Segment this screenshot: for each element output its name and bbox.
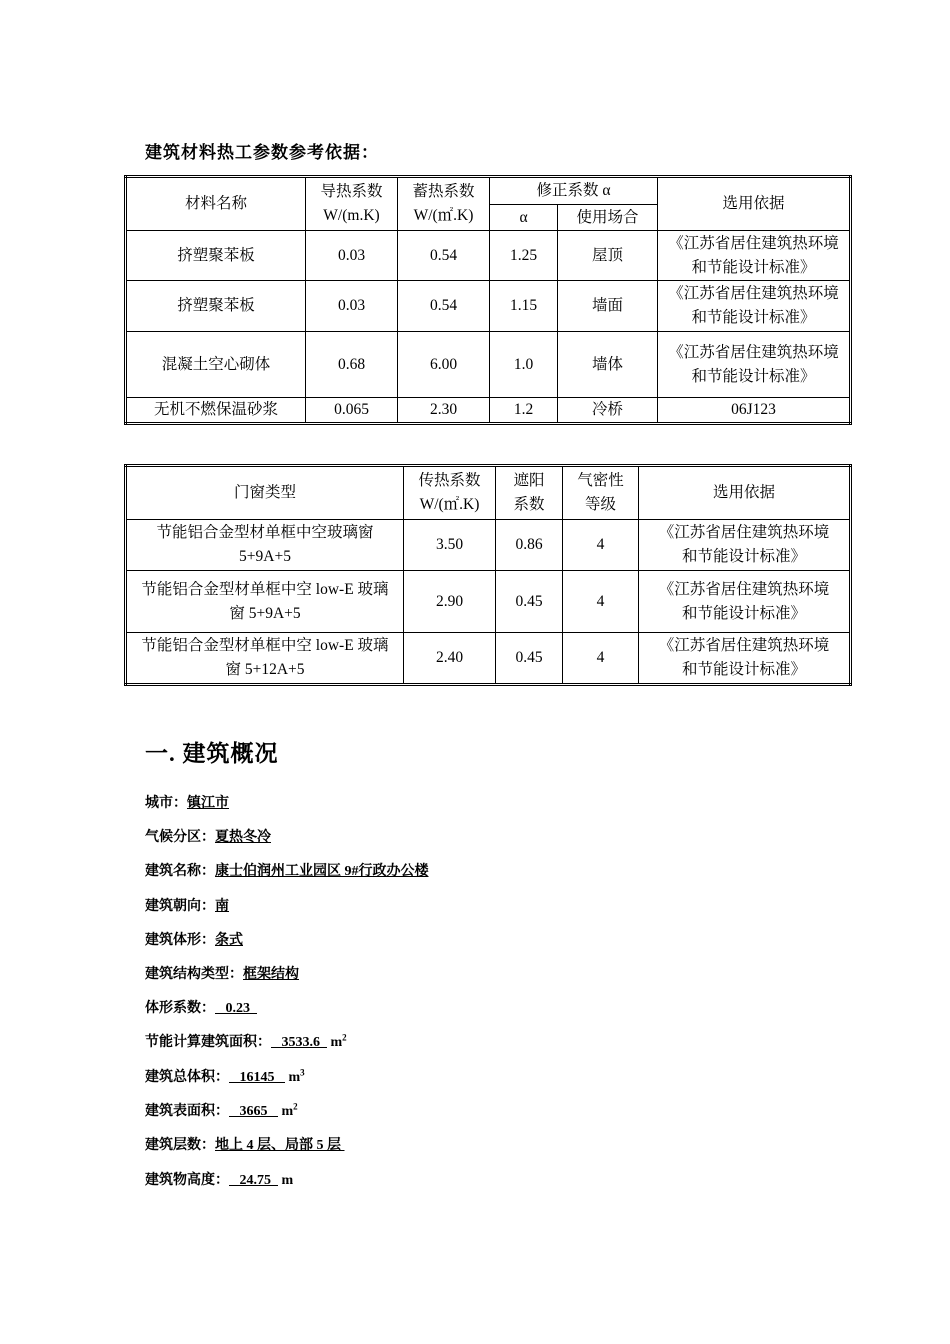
materials-heading: 建筑材料热工参数参考依据： bbox=[145, 143, 379, 162]
table-row bbox=[126, 633, 851, 685]
info-calc-area: 节能计算建筑面积： 3533.6 $m^2$ bbox=[145, 1032, 347, 1050]
table-cell: 挤塑聚苯板 bbox=[126, 231, 306, 281]
table-cell: 4 bbox=[563, 633, 639, 685]
table-cell: 1.2 bbox=[490, 398, 558, 424]
table-cell: 6.00 bbox=[398, 332, 490, 398]
header-cell: 材料名称 bbox=[126, 177, 306, 231]
header-cell: α bbox=[490, 205, 558, 231]
table-cell: 《江苏省居住建筑热环境和节能设计标准》 bbox=[658, 231, 851, 281]
header-cell: 导热系数 W/(m.K) bbox=[306, 177, 398, 231]
table-cell: 2.40 bbox=[404, 633, 496, 685]
header-cell: 选用依据 bbox=[658, 177, 851, 231]
info-floors: 建筑层数：地上 4 层、局部 5 层 bbox=[145, 1138, 345, 1153]
table-row bbox=[126, 281, 851, 332]
table-cell: 3.50 bbox=[404, 520, 496, 571]
table-cell: 0.54 bbox=[398, 231, 490, 281]
header-cell: 选用依据 bbox=[639, 466, 851, 520]
table-cell: 《江苏省居住建筑热环境和节能设计标准》 bbox=[639, 520, 851, 571]
table-cell: 1.0 bbox=[490, 332, 558, 398]
table-cell: 06J123 bbox=[658, 398, 851, 424]
header-cell: 蓄热系数 W/(㎡.K) bbox=[398, 177, 490, 231]
info-building-name: 建筑名称：康士伯润州工业园区 9#行政办公楼 bbox=[145, 864, 429, 879]
table-cell: 4 bbox=[563, 520, 639, 571]
table-cell: 节能铝合金型材单框中空 low-E 玻璃窗 5+9A+5 bbox=[126, 571, 404, 633]
table-cell: 2.90 bbox=[404, 571, 496, 633]
info-city: 城市：镇江市 bbox=[145, 796, 229, 811]
table-cell: 墙体 bbox=[558, 332, 658, 398]
table-row bbox=[126, 398, 851, 424]
table-cell: 《江苏省居住建筑热环境和节能设计标准》 bbox=[658, 332, 851, 398]
table-cell: 冷桥 bbox=[558, 398, 658, 424]
table-cell: 《江苏省居住建筑热环境和节能设计标准》 bbox=[658, 281, 851, 332]
info-height: 建筑物高度： 24.75 m bbox=[145, 1173, 294, 1188]
table-cell: 0.03 bbox=[306, 231, 398, 281]
table-row bbox=[126, 332, 851, 398]
info-orientation: 建筑朝向：南 bbox=[145, 899, 229, 914]
header-cell: 修正系数 α bbox=[490, 177, 658, 205]
header-cell: 气密性 等级 bbox=[563, 466, 639, 520]
table-cell: 2.30 bbox=[398, 398, 490, 424]
table-cell: 1.15 bbox=[490, 281, 558, 332]
header-cell: 门窗类型 bbox=[126, 466, 404, 520]
table-cell: 墙面 bbox=[558, 281, 658, 332]
windows-table bbox=[124, 464, 852, 686]
info-surface-area: 建筑表面积： 3665 $m^2$ bbox=[145, 1101, 298, 1119]
info-building-shape: 建筑体形：条式 bbox=[145, 933, 243, 948]
table-cell: 节能铝合金型材单框中空玻璃窗 5+9A+5 bbox=[126, 520, 404, 571]
info-climate-zone: 气候分区：夏热冬冷 bbox=[145, 830, 271, 845]
table-cell: 0.03 bbox=[306, 281, 398, 332]
table-cell: 0.45 bbox=[496, 633, 563, 685]
table-cell: 0.86 bbox=[496, 520, 563, 571]
table-cell: 混凝土空心砌体 bbox=[126, 332, 306, 398]
header-cell: 传热系数 W/(㎡.K) bbox=[404, 466, 496, 520]
table-cell: 《江苏省居住建筑热环境和节能设计标准》 bbox=[639, 571, 851, 633]
materials-table bbox=[124, 175, 852, 425]
table-cell: 《江苏省居住建筑热环境和节能设计标准》 bbox=[639, 633, 851, 685]
table-cell: 挤塑聚苯板 bbox=[126, 281, 306, 332]
table-cell: 4 bbox=[563, 571, 639, 633]
header-cell: 遮阳 系数 bbox=[496, 466, 563, 520]
info-shape-coefficient: 体形系数： 0.23 bbox=[145, 1001, 257, 1016]
table-row bbox=[126, 520, 851, 571]
table-row bbox=[126, 231, 851, 281]
table-cell: 节能铝合金型材单框中空 low-E 玻璃窗 5+12A+5 bbox=[126, 633, 404, 685]
header-cell: 使用场合 bbox=[558, 205, 658, 231]
section-title: 一. 建筑概况 bbox=[145, 741, 279, 766]
table-cell: 0.065 bbox=[306, 398, 398, 424]
table-cell: 无机不燃保温砂浆 bbox=[126, 398, 306, 424]
table-cell: 0.45 bbox=[496, 571, 563, 633]
table-cell: 屋顶 bbox=[558, 231, 658, 281]
table-cell: 0.68 bbox=[306, 332, 398, 398]
info-total-volume: 建筑总体积： 16145 $m^3$ bbox=[145, 1067, 305, 1085]
table-cell: 0.54 bbox=[398, 281, 490, 332]
table-cell: 1.25 bbox=[490, 231, 558, 281]
table-row bbox=[126, 571, 851, 633]
info-structure-type: 建筑结构类型：框架结构 bbox=[145, 967, 299, 982]
